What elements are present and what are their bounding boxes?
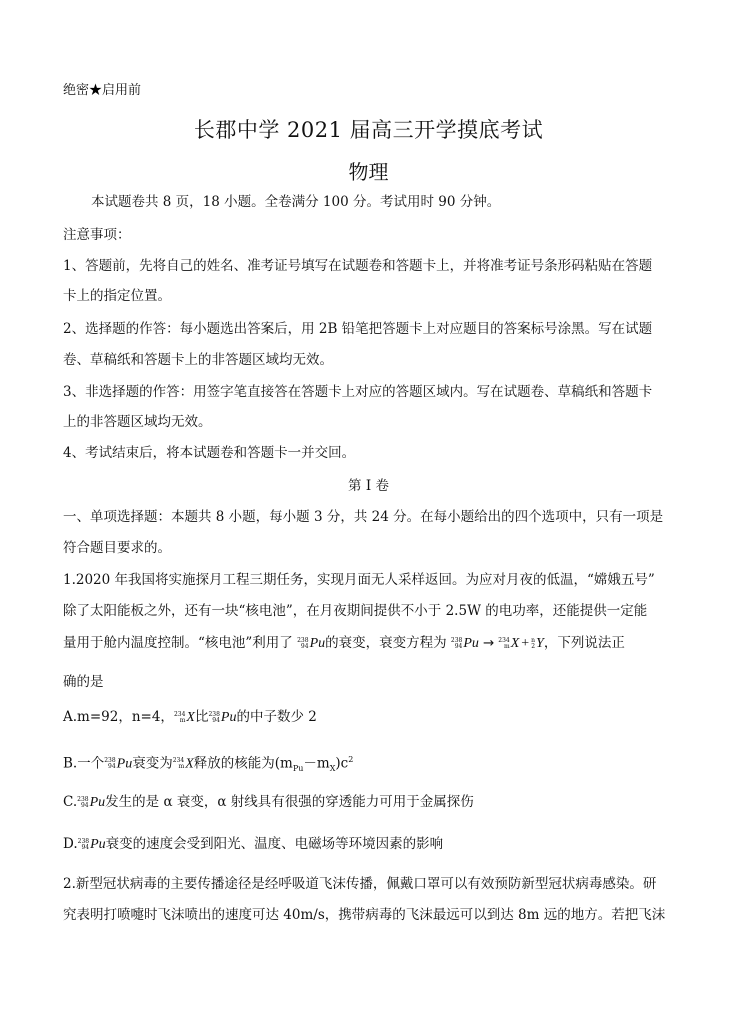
nuclide-pu-index — [104, 758, 115, 770]
notes-heading: 注意事项： — [63, 227, 131, 243]
nuclide-symbol: Pu — [90, 837, 106, 852]
option-text: 的中子数少 2 — [236, 709, 317, 725]
option-d — [63, 833, 679, 856]
note-line: 3、非选择题的作答：用签字笔直接答在答题卡上对应的答题区域内。写在试题卷、草稿纸和答题卡 — [63, 384, 653, 400]
option-text: 衰变的速度会受到阳光、温度、电磁场等环境因素的影响 — [105, 836, 444, 852]
section-instruction: 一、单项选择题：本题共 8 小题，每小题 3 分，共 24 分。在每小题给出的四个选项中，只有一项是 — [63, 509, 664, 525]
mass-number: 238 — [104, 757, 116, 764]
nuclide-x-index — [498, 638, 509, 650]
nuclide-x-index — [174, 712, 185, 724]
mass-number: 238 — [297, 636, 309, 644]
nuclide-symbol: Pu — [220, 710, 237, 725]
charge-number: m — [504, 642, 510, 650]
nuclide-x-index — [173, 758, 184, 770]
charge-number: 94 — [212, 716, 220, 724]
charge-number: 94 — [80, 801, 89, 809]
arrow-right-icon: → — [482, 635, 495, 651]
section-instruction: 符合题目要求的。 — [63, 540, 171, 556]
question-1-text: 的衰变，衰变方程为 — [325, 635, 447, 651]
plus-sign: + — [521, 636, 530, 651]
note-line: 1、答题前，先将自己的姓名、准考证号填写在试题卷和答题卡上，并将准考证号条形码粘贴在答题 — [63, 258, 653, 274]
nuclide-y-index — [531, 638, 535, 650]
note-line: 2、选择题的作答：每小题选出答案后，用 2B 铅笔把答题卡上对应题目的答案标号涂黑。写在试题 — [63, 321, 653, 337]
option-text: B.一个 — [63, 755, 105, 772]
option-text: 发生的是 α 衰变，α 射线具有很强的穿透能力可用于金属探伤 — [105, 794, 474, 810]
charge-number: 94 — [108, 763, 116, 770]
nuclide-symbol: Pu — [309, 636, 326, 651]
option-text: )c — [335, 755, 349, 772]
option-text: 衰变为 — [132, 755, 173, 772]
mass-number: 234 — [173, 710, 186, 718]
question-2-text: 2.新型冠状病毒的主要传播途径是经呼吸道飞沫传播，佩戴口罩可以有效预防新型冠状病毒感染。研 — [63, 876, 657, 892]
section-label: 第 I 卷 — [348, 478, 389, 494]
intro-text: 本试题卷共 8 页，18 小题。全卷满分 100 分。考试用时 90 分钟。 — [91, 194, 501, 210]
mass-number: 238 — [450, 636, 463, 644]
mass-number: 234 — [498, 636, 510, 644]
note-line: 卡上的指定位置。 — [63, 288, 171, 304]
nuclide-symbol: Pu — [89, 795, 106, 810]
confidential-label — [63, 79, 141, 98]
option-text: 比 — [194, 709, 209, 725]
charge-number: m — [178, 763, 185, 770]
option-text: 释放的核能为(m — [193, 755, 293, 772]
nuclide-symbol: X — [186, 710, 195, 725]
option-text: －m — [303, 755, 330, 772]
exam-title: 长郡中学 2021 届高三开学摸底考试 — [193, 118, 544, 142]
mass-number: 238 — [77, 837, 90, 845]
mass-number: n — [531, 636, 536, 644]
option-text: A.m=92，n=4， — [63, 709, 174, 725]
charge-number: 94 — [454, 642, 463, 650]
question-1-equation-line — [63, 632, 679, 655]
nuclide-pu-index — [297, 638, 308, 650]
question-1-text: 量用于舱内温度控制。“核电池”利用了 — [63, 635, 293, 651]
nuclide-symbol: Pu — [463, 636, 479, 651]
nuclide-pu-index — [77, 797, 88, 809]
nuclide-pu-index — [208, 712, 219, 724]
question-1-text: 1.2020 年我国将实施探月工程三期任务，实现月面无人采样返回。为应对月夜的低温，“嫦娥五号” — [63, 572, 655, 588]
option-b — [63, 749, 679, 780]
charge-number: 94 — [300, 642, 309, 650]
question-1-text: 确的是 — [63, 674, 104, 690]
exam-subject: 物理 — [348, 160, 389, 184]
nuclide-pu-index — [451, 638, 462, 650]
option-a — [63, 706, 679, 729]
option-text: C. — [63, 794, 78, 810]
subscript: Pu — [292, 764, 304, 774]
option-c — [63, 791, 679, 814]
charge-number: 94 — [81, 843, 90, 851]
question-2-text: 究表明打喷嚏时飞沫喷出的速度可达 40m/s，携带病毒的飞沫最远可以到达 8m 远的地方。若把飞沫 — [63, 907, 666, 923]
nuclide-symbol: X — [510, 636, 520, 651]
mass-number: 238 — [77, 795, 89, 803]
charge-number: m — [179, 716, 186, 724]
mass-number: 238 — [208, 710, 220, 718]
nuclide-symbol: Pu — [116, 756, 133, 772]
superscript: 2 — [348, 755, 354, 764]
charge-number: 2 — [531, 642, 536, 650]
question-1-text: ，下列说法正 — [543, 635, 625, 651]
confidential-prefix: 绝密 — [63, 83, 90, 98]
note-line: 卷、草稿纸和答题卡上的非答题区域均无效。 — [63, 352, 333, 368]
option-text: D. — [63, 836, 78, 852]
star-icon: ★ — [89, 83, 103, 98]
nuclide-pu-index — [78, 839, 89, 851]
question-1-text: 除了太阳能板之外，还有一块“核电池”，在月夜期间提供不小于 2.5W 的电功率，还能提供一定能 — [63, 603, 648, 619]
note-line: 上的非答题区域均无效。 — [63, 414, 212, 430]
nuclide-symbol: Y — [536, 636, 544, 651]
confidential-suffix: 启用前 — [102, 83, 142, 98]
note-line: 4、考试结束后，将本试题卷和答题卡一并交回。 — [63, 445, 356, 461]
nuclide-symbol: X — [185, 756, 194, 772]
mass-number: 234 — [172, 757, 185, 764]
subscript: X — [329, 764, 336, 774]
